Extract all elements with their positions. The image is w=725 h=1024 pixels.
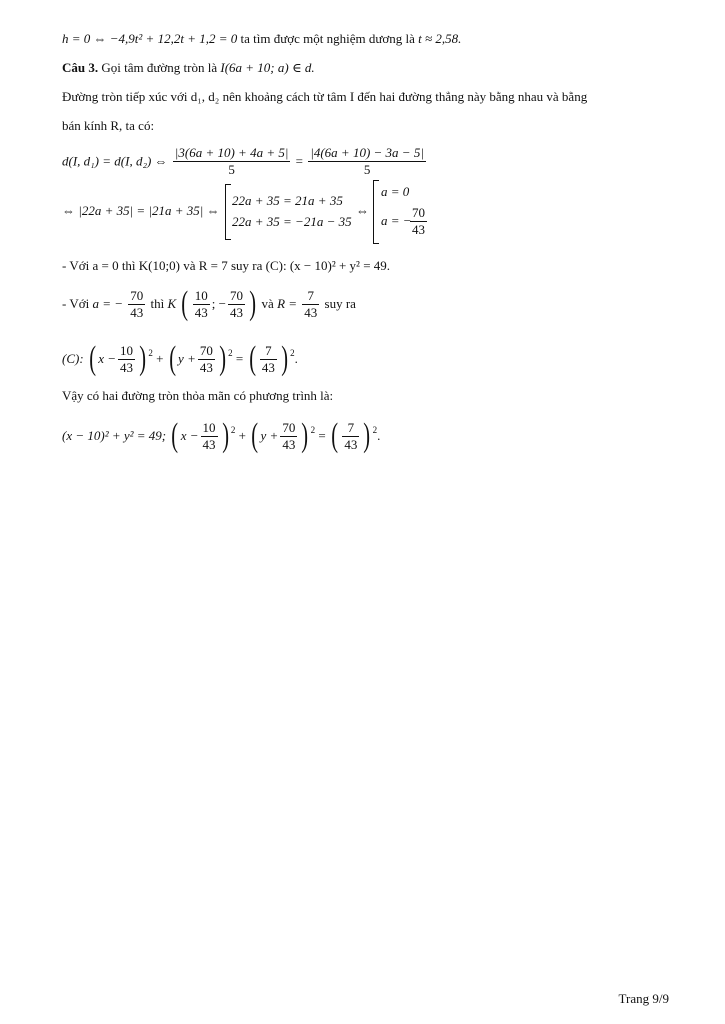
fraction-numerator: 10 (202, 419, 216, 435)
case-b-thi: thì (150, 296, 168, 311)
paragraph-line-2: bán kính R, ta có: (62, 118, 155, 133)
fraction-denominator: 5 (228, 162, 235, 177)
circle-2-equation (62, 342, 298, 376)
square-exponent: 2 (290, 347, 295, 358)
equals-sign: = (318, 428, 326, 443)
x-fraction (118, 343, 135, 376)
fraction-denominator: 43 (229, 304, 243, 320)
y-term: y + (260, 428, 279, 443)
intro-text: ta tìm được một nghiệm dương là (237, 31, 419, 46)
equals-sign: = (235, 351, 244, 366)
k-x-fraction (193, 288, 210, 321)
left-paren: ( (168, 340, 176, 377)
absolute-equation-lhs: ⇔ |22a + 35| = |21a + 35| ⇔ (62, 203, 220, 218)
fraction-denominator: 43 (412, 222, 425, 237)
center-expression: I(6a + 10; a) ∈ d. (220, 60, 315, 75)
square-exponent: 2 (148, 347, 153, 358)
left-paren: ( (331, 417, 339, 454)
square-exponent: 2 (310, 424, 316, 435)
first-circle-equation: (x − 10)² + y² = 49; (62, 428, 167, 443)
k-separator: ; − (211, 296, 226, 311)
case-1: 22a + 35 = 21a + 35 (232, 193, 343, 208)
case-b-va: và (261, 296, 278, 311)
left-paren: ( (181, 285, 189, 322)
fraction-numerator: |3(6a + 10) + 4a + 5| (174, 145, 289, 160)
distance-fraction-1 (173, 145, 291, 178)
fraction-numerator: 70 (199, 342, 213, 358)
fraction-denominator: 43 (344, 436, 358, 452)
point-k: K (167, 296, 177, 311)
left-paren: ( (171, 417, 179, 454)
square-exponent: 2 (228, 347, 233, 358)
fraction-denominator: 43 (202, 436, 216, 452)
square-exponent: 2 (372, 424, 378, 435)
question-3-heading (62, 60, 315, 76)
radius-fraction (342, 420, 359, 453)
solution-2-fraction (410, 205, 427, 238)
y-term: y + (178, 351, 196, 366)
left-paren: ( (248, 340, 256, 377)
k-y-fraction (228, 288, 245, 321)
fraction-denominator: 5 (363, 162, 371, 177)
plus-sign: + (156, 351, 164, 366)
fraction-numerator: 7 (260, 343, 277, 360)
fraction-numerator: 10 (120, 342, 134, 358)
fraction-numerator: 70 (130, 287, 144, 303)
period: . (377, 428, 381, 443)
conclusion-text: Vậy có hai đường tròn thỏa mãn có phương trình là: (62, 388, 334, 403)
right-paren: ) (219, 340, 226, 377)
fraction-numerator: 10 (194, 287, 208, 303)
y-fraction (198, 343, 215, 376)
x-fraction (201, 420, 218, 453)
period: . (294, 351, 298, 366)
square-exponent: 2 (230, 424, 236, 435)
case-b-line (62, 287, 356, 321)
distance-equation (62, 145, 428, 178)
intro-line (62, 31, 461, 47)
question-label: Câu 3. (62, 60, 99, 75)
fraction-numerator: 7 (302, 288, 319, 305)
iff-symbol: ⇔ (356, 203, 369, 218)
right-paren: ) (363, 417, 371, 454)
question-intro: Gọi tâm đường tròn là (98, 60, 221, 75)
result-value: t ≈ 2,58. (418, 31, 462, 46)
radius-label: R = (277, 296, 298, 311)
right-paren: ) (139, 340, 147, 377)
fraction-denominator: 43 (261, 359, 275, 375)
x-term: x − (98, 351, 117, 366)
distance-fraction-2 (308, 145, 426, 178)
fraction-denominator: 43 (120, 359, 134, 375)
circle-label: (C): (62, 351, 84, 366)
radius-fraction (302, 288, 319, 321)
right-paren: ) (221, 417, 229, 454)
y-fraction (280, 420, 297, 453)
right-paren: ) (281, 340, 288, 377)
height-equation: h = 0 ⇔ −4,9t² + 12,2t + 1,2 = 0 (62, 31, 238, 46)
x-term: x − (180, 428, 199, 443)
right-paren: ) (249, 285, 257, 322)
fraction-numerator: 7 (342, 420, 359, 437)
fraction-denominator: 43 (282, 436, 296, 452)
fraction-denominator: 43 (130, 304, 144, 320)
distance-lhs: d(I, d₁) = d(I, d₂) ⇔ (62, 153, 168, 169)
case-b-a-fraction (128, 288, 145, 321)
plus-sign: + (238, 428, 246, 443)
fraction-numerator: |4(6a + 10) − 3a − 5| (310, 145, 424, 160)
fraction-denominator: 43 (304, 304, 318, 320)
page-number: Trang 9/9 (618, 991, 669, 1006)
solution-1: a = 0 (381, 184, 410, 199)
left-paren: ( (251, 417, 259, 454)
case-2: 22a + 35 = −21a − 35 (232, 214, 352, 229)
solution-2-lhs: a = − (381, 213, 412, 228)
paragraph-line-1: Đường tròn tiếp xúc với d₁, d₂ nên khoảng cách từ tâm I đến hai đường thẳng này bằng nhau và bằng (62, 89, 588, 104)
conclusion-equations (62, 419, 380, 453)
case-a-line: - Với a = 0 thì K(10;0) và R = 7 suy ra (C): (x − 10)² + y² = 49. (62, 258, 391, 273)
case-b-a: a = − (92, 296, 124, 311)
fraction-denominator: 43 (194, 304, 208, 320)
left-paren: ( (89, 340, 96, 377)
fraction-numerator: 70 (282, 419, 296, 435)
fraction-numerator: 70 (412, 205, 425, 220)
radius-fraction (260, 343, 277, 376)
fraction-denominator: 43 (199, 359, 213, 375)
right-paren: ) (301, 417, 309, 454)
equals-sign: = (295, 153, 304, 169)
case-b-prefix: - Với (62, 296, 93, 311)
fraction-numerator: 70 (229, 287, 243, 303)
case-b-suy: suy ra (324, 296, 356, 311)
